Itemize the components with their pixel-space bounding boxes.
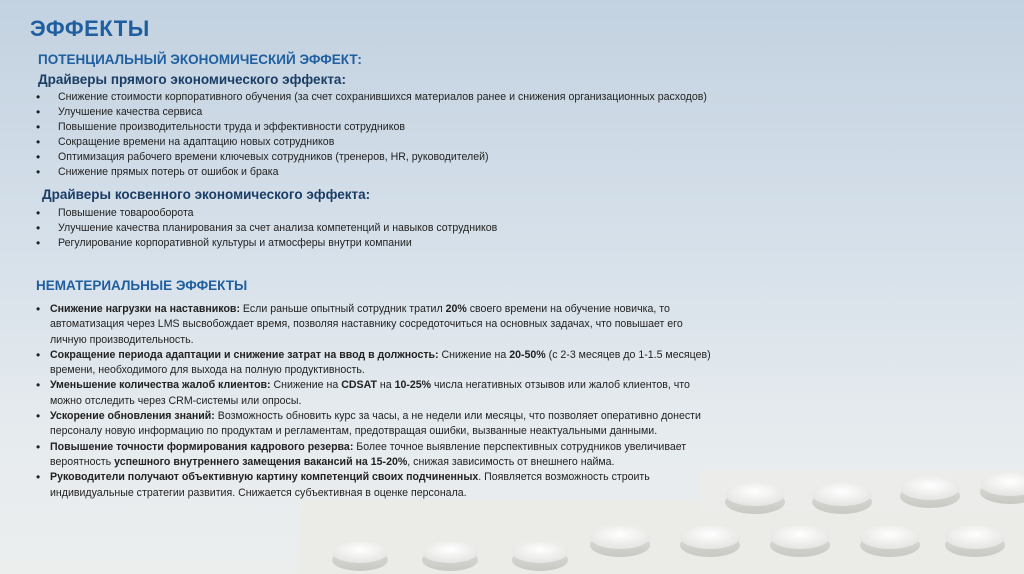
intangible-effects-list <box>36 302 716 501</box>
item-text: на <box>376 379 395 392</box>
item-text: . Появляется возможность строить индивидуальные стратегии развития. Снижается субъективная в оценке персонала. <box>50 471 650 499</box>
list-item: • Повышение производительности труда и эффективности сотрудников <box>36 120 796 135</box>
item-text: Если раньше опытный сотрудник тратил <box>239 303 446 315</box>
item-bold: 20% <box>445 303 467 315</box>
item-bold: успешного внутреннего замещения вакансий на 15-20% <box>114 455 408 468</box>
list-item: • Улучшение качества сервиса <box>36 105 796 120</box>
list-item: • Оптимизация рабочего времени ключевых сотрудников (тренеров, HR, руководителей) <box>36 150 796 165</box>
list-item <box>36 348 716 379</box>
direct-drivers-heading: Драйверы прямого экономического эффекта: <box>38 72 346 87</box>
slide-title: ЭФФЕКТЫ <box>30 16 150 41</box>
list-item: • Сокращение времени на адаптацию новых сотрудников <box>36 135 796 150</box>
item-text: своего времени на обучение новичка, то автоматизация через LMS высвобождает время, позволяя наставнику сосредоточиться на основных задачах, что повышает его личную производительность. <box>50 303 683 346</box>
item-bold: 20-50% <box>509 348 546 361</box>
item-bold: Сокращение периода адаптации и снижение затрат на ввод в должность: <box>50 348 439 361</box>
item-bold: Руководители получают объективную картину компетенций своих подчиненных <box>50 471 479 484</box>
item-bold: CDSAT <box>341 379 377 392</box>
item-bold: Снижение нагрузки на наставников: <box>50 303 240 315</box>
economic-effect-heading: ПОТЕНЦИАЛЬНЫЙ ЭКОНОМИЧЕСКИЙ ЭФФЕКТ: <box>38 52 362 67</box>
item-text: Снижение на <box>438 348 510 361</box>
item-bold: 10-25% <box>394 379 432 392</box>
item-bold: Повышение точности формирования кадрового резерва: <box>50 440 354 453</box>
item-bold: Уменьшение количества жалоб клиентов: <box>50 379 271 392</box>
list-item <box>36 440 716 471</box>
list-item: • Регулирование корпоративной культуры и атмосферы внутри компании <box>36 236 506 251</box>
intangible-effects-heading: НЕМАТЕРИАЛЬНЫЕ ЭФФЕКТЫ <box>36 278 248 293</box>
list-item: • Улучшение качества планирования за счет анализа компетенций и навыков сотрудников <box>36 221 506 236</box>
indirect-drivers-list <box>36 206 506 251</box>
item-text: Снижение на <box>270 379 342 392</box>
list-item: • Повышение товарооборота <box>36 206 506 221</box>
item-text: , снижая зависимость от внешнего найма. <box>407 455 615 468</box>
list-item <box>36 302 716 348</box>
list-item <box>36 470 716 501</box>
list-item: • Снижение стоимости корпоративного обучения (за счет сохранившихся материалов ранее и снижения организационных расходов) <box>36 90 796 105</box>
list-item: • Снижение прямых потерь от ошибок и брака <box>36 165 796 180</box>
item-text: (с 2-3 месяцев до 1-1.5 месяцев) времени, необходимого для выхода на полную продуктивность. <box>50 348 711 377</box>
list-item <box>36 409 716 440</box>
indirect-drivers-heading: Драйверы косвенного экономического эффекта: <box>42 187 371 202</box>
item-bold: Ускорение обновления знаний: <box>50 410 215 423</box>
item-text: Более точное выявление перспективных сотрудников увеличивает вероятность <box>50 440 687 468</box>
item-text: Возможность обновить курс за часы, а не недели или месяцы, что позволяет оперативно донести персоналу новую информацию по продуктам и регламентам, предотвращая ошибки, вызванные неактуальными данными. <box>50 410 701 438</box>
list-item <box>36 378 716 409</box>
item-text: числа негативных отзывов или жалоб клиентов, что можно отследить через CRM-системы или опросы. <box>50 379 690 407</box>
direct-drivers-list <box>36 90 796 180</box>
